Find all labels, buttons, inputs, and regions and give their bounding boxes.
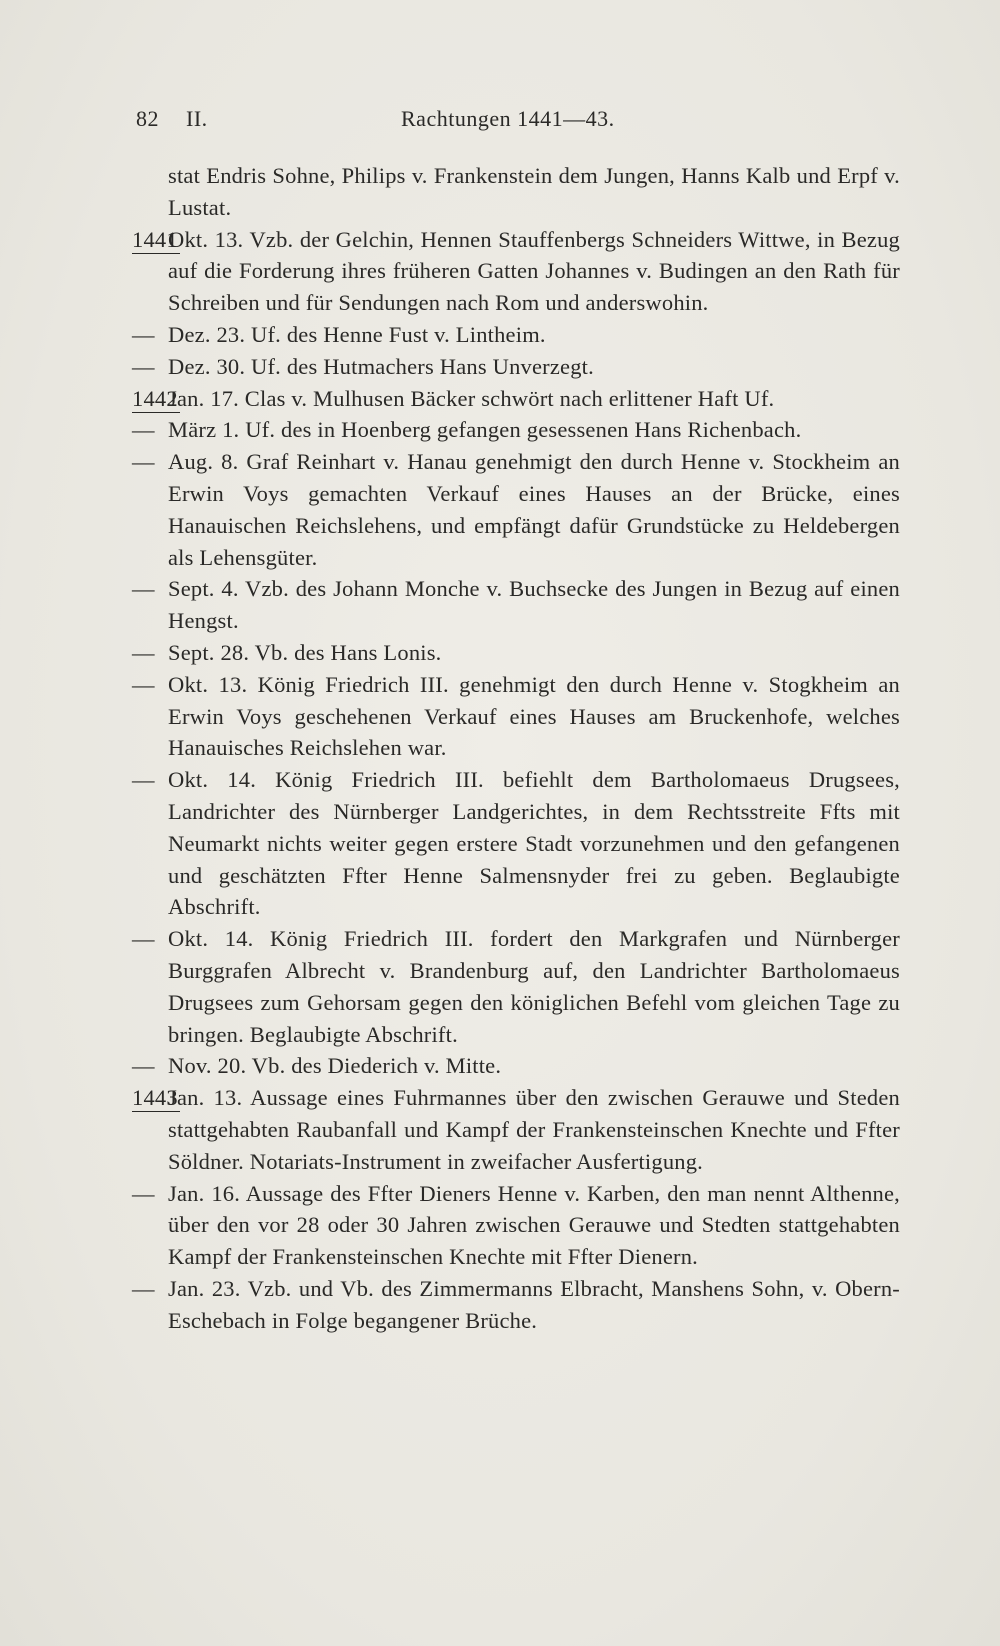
ditto-dash: —	[132, 671, 155, 697]
entry	[132, 319, 900, 351]
ditto-dash: —	[132, 1053, 155, 1079]
entry-list	[132, 160, 900, 1336]
entry	[132, 1273, 900, 1337]
ditto-dash: —	[132, 1275, 155, 1301]
entry	[132, 637, 900, 669]
entry-text: Okt. 13. Vzb. der Gelchin, Hennen Stauffenbergs Schneiders Wittwe, in Bezug auf die Forderung ihres früheren Gatten Johannes v. Budingen an den Rath für Schreiben und für Sendungen nach Rom und anderswohin.	[168, 226, 900, 316]
year-marker: 1441	[132, 226, 178, 252]
ditto-dash: —	[132, 417, 155, 443]
entry	[132, 224, 900, 319]
year-marker: 1443	[132, 1085, 178, 1111]
ditto-dash: —	[132, 639, 155, 665]
entry-text: stat Endris Sohne, Philips v. Frankenstein dem Jungen, Hanns Kalb und Erpf v. Lustat.	[168, 163, 900, 220]
entry	[132, 1050, 900, 1082]
entry-text: Sept. 28. Vb. des Hans Lonis.	[168, 639, 442, 665]
ditto-dash: —	[132, 576, 155, 602]
running-title: Rachtungen 1441—43.	[401, 106, 615, 131]
entry-text: Jan. 13. Aussage eines Fuhrmannes über den zwischen Gerauwe und Steden stattgehabten Raubanfall und Kampf der Frankensteinschen Knechte und Ffter Söldner. Notariats-Instrument in zweifacher Ausfertigung.	[168, 1085, 900, 1174]
entry-text: Jan. 23. Vzb. und Vb. des Zimmermanns Elbracht, Manshens Sohn, v. Obern-Eschebach in Folge begangener Brüche.	[168, 1275, 900, 1333]
ditto-dash: —	[132, 321, 155, 347]
entry	[132, 1178, 900, 1273]
entry-text: Aug. 8. Graf Reinhart v. Hanau genehmigt den durch Henne v. Stockheim an Erwin Voys gemachten Verkauf eines Hauses an der Brücke, eines Hanauischen Reichslehens, und empfängt dafür Grundstücke zu Heldebergen als Lehensgüter.	[168, 449, 900, 570]
ditto-dash: —	[132, 767, 155, 793]
section-number: II.	[186, 106, 208, 131]
entry-text: Okt. 13. König Friedrich III. genehmigt den durch Henne v. Stogkheim an Erwin Voys geschehenen Verkauf eines Hauses am Bruckenhofe, welches Hanauisches Reichslehen war.	[168, 671, 900, 761]
ditto-dash: —	[132, 1180, 155, 1206]
entry	[168, 160, 900, 224]
entry-text: Jan. 16. Aussage des Ffter Dieners Henne v. Karben, den man nennt Althenne, über den vor 28 oder 30 Jahren zwischen Gerauwe und Stedten stattgehabten Kampf der Frankensteinschen Knechte mit Ffter Dienern.	[168, 1180, 900, 1270]
entry	[132, 351, 900, 383]
entry-text: Sept. 4. Vzb. des Johann Monche v. Buchsecke des Jungen in Bezug auf einen Hengst.	[168, 576, 900, 634]
entry-text: Okt. 14. König Friedrich III. fordert den Markgrafen und Nürnberger Burggrafen Albrecht v. Brandenburg auf, den Landrichter Bartholomaeus Drugsees zum Gehorsam gegen den königlichen Befehl vom gleichen Tage zu bringen. Beglaubigte Abschrift.	[168, 926, 900, 1047]
entry	[132, 923, 900, 1050]
entry	[132, 383, 900, 415]
entry	[132, 764, 900, 923]
entry-text: Okt. 14. König Friedrich III. befiehlt dem Bartholomaeus Drugsees, Landrichter des Nürnberger Landgerichtes, in dem Rechtsstreite Ffts mit Neumarkt nichts weiter gegen erstere Stadt vorzunehmen und den gefangenen und geschätzten Ffter Henne Salmensnyder frei zu geben. Beglaubigte Abschrift.	[168, 767, 900, 920]
entry-text: Jan. 17. Clas v. Mulhusen Bäcker schwört nach erlittener Haft Uf.	[168, 385, 775, 411]
entry	[132, 414, 900, 446]
entry-text: März 1. Uf. des in Hoenberg gefangen gesessenen Hans Richenbach.	[168, 417, 802, 443]
ditto-dash: —	[132, 926, 155, 952]
ditto-dash: —	[132, 449, 155, 475]
year-marker: 1442	[132, 385, 178, 411]
page-number: 82	[136, 106, 159, 131]
entry	[132, 446, 900, 573]
running-header	[136, 106, 656, 136]
entry-text: Dez. 30. Uf. des Hutmachers Hans Unverzegt.	[168, 353, 594, 379]
entry	[132, 573, 900, 637]
ditto-dash: —	[132, 353, 155, 379]
entry-text: Nov. 20. Vb. des Diederich v. Mitte.	[168, 1053, 502, 1079]
entry-text: Dez. 23. Uf. des Henne Fust v. Lintheim.	[168, 321, 546, 347]
entry	[132, 669, 900, 764]
entry	[132, 1082, 900, 1177]
